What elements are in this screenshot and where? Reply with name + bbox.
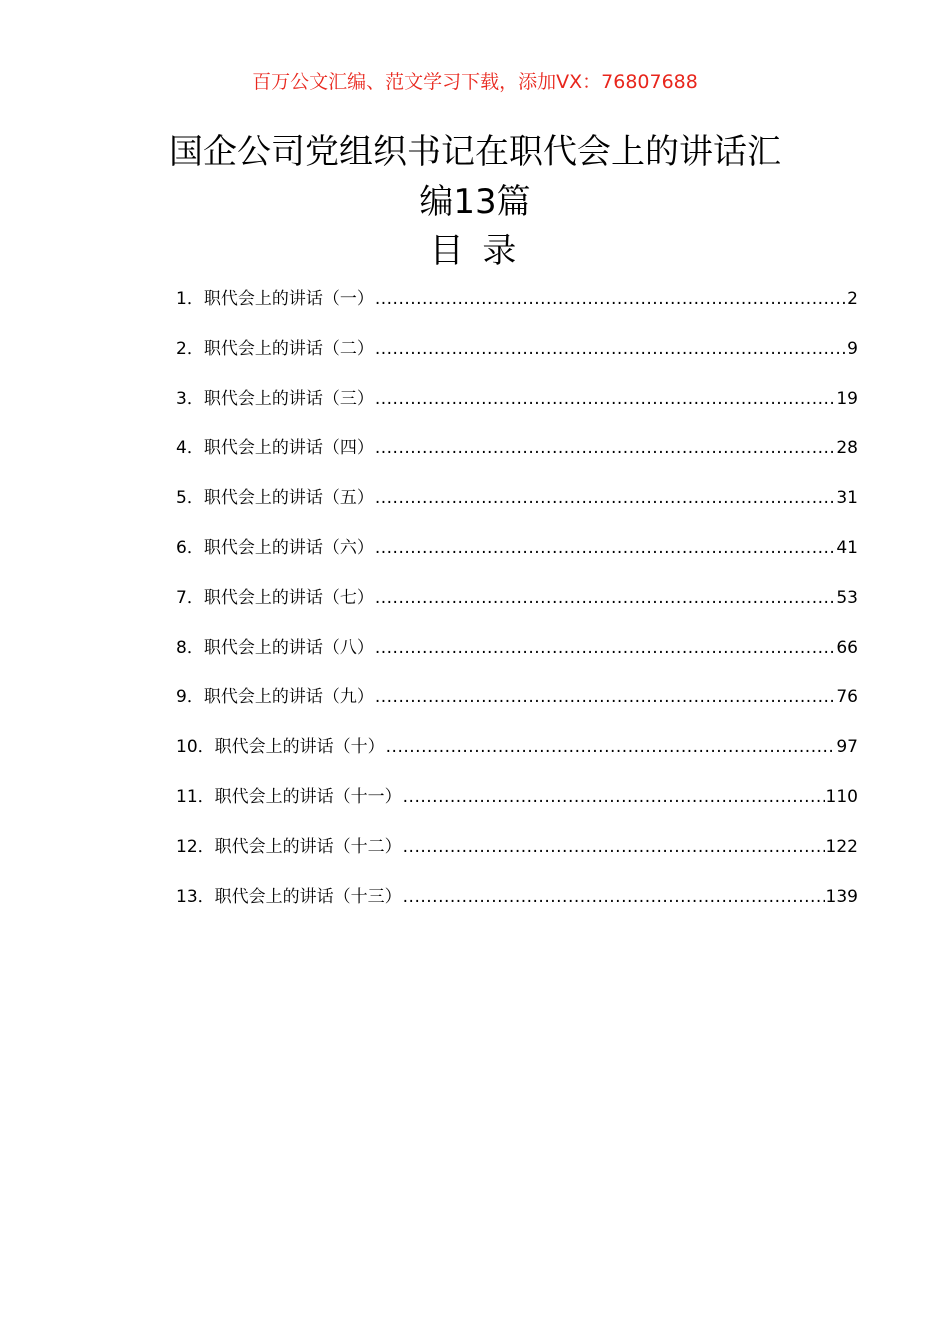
toc-dot-leader <box>375 682 836 712</box>
toc-entry-page: 53 <box>836 587 858 608</box>
toc-entry-page: 19 <box>836 388 858 409</box>
toc-entry-label: 2．职代会上的讲话（二） <box>176 338 374 359</box>
toc-entry-page: 31 <box>836 488 858 509</box>
toc-dot-leader <box>375 284 846 314</box>
toc-dot-leader <box>375 483 836 513</box>
toc-entry[interactable] <box>176 633 858 683</box>
toc-entry[interactable] <box>176 882 858 932</box>
toc-entry-label: 8．职代会上的讲话（八） <box>176 637 374 658</box>
toc-entry[interactable] <box>176 284 858 334</box>
document-title-line-1: 国企公司党组织书记在职代会上的讲话汇 <box>169 132 781 172</box>
toc-dot-leader <box>403 782 825 812</box>
toc-entry[interactable] <box>176 732 858 782</box>
toc-entry[interactable] <box>176 782 858 832</box>
header-promo-note: 百万公文汇编、范文学习下载，添加VX：76807688 <box>252 71 698 93</box>
toc-dot-leader <box>375 334 846 364</box>
toc-entry[interactable] <box>176 682 858 732</box>
toc-entry-label: 12．职代会上的讲话（十二） <box>176 836 402 857</box>
toc-dot-leader <box>403 832 825 862</box>
toc-entry-page: 9 <box>847 338 858 359</box>
toc-dot-leader <box>375 384 836 414</box>
toc-entry-label: 1．职代会上的讲话（一） <box>176 289 374 309</box>
toc-dot-leader <box>375 583 836 613</box>
toc-entry-page: 76 <box>836 687 858 708</box>
toc-entry[interactable] <box>176 334 858 384</box>
toc-entry-page: 28 <box>836 438 858 459</box>
toc-entry-label: 10．职代会上的讲话（十） <box>176 737 385 758</box>
toc-entry-page: 2 <box>847 289 858 309</box>
toc-heading: 目 录 <box>429 231 521 271</box>
toc-entry-page: 41 <box>836 537 858 558</box>
toc-entry-label: 9．职代会上的讲话（九） <box>176 687 374 708</box>
toc-entry-page: 139 <box>825 886 858 907</box>
toc-dot-leader <box>403 882 825 912</box>
toc-dot-leader <box>375 533 836 563</box>
toc-entry[interactable] <box>176 832 858 882</box>
table-of-contents <box>176 284 858 931</box>
toc-entry-label: 4．职代会上的讲话（四） <box>176 438 374 459</box>
toc-entry-page: 97 <box>836 737 858 758</box>
toc-entry-page: 66 <box>836 637 858 658</box>
toc-dot-leader <box>386 732 836 762</box>
toc-entry-label: 11．职代会上的讲话（十一） <box>176 786 402 807</box>
toc-entry[interactable] <box>176 533 858 583</box>
toc-entry-label: 7．职代会上的讲话（七） <box>176 587 374 608</box>
toc-entry[interactable] <box>176 483 858 533</box>
toc-dot-leader <box>375 633 836 663</box>
toc-dot-leader <box>375 433 836 463</box>
toc-entry-label: 3．职代会上的讲话（三） <box>176 388 374 409</box>
toc-entry[interactable] <box>176 384 858 434</box>
toc-entry-page: 122 <box>825 836 858 857</box>
toc-entry[interactable] <box>176 583 858 633</box>
toc-entry-label: 13．职代会上的讲话（十三） <box>176 886 402 907</box>
toc-entry-page: 110 <box>825 786 858 807</box>
toc-entry[interactable] <box>176 433 858 483</box>
toc-entry-label: 5．职代会上的讲话（五） <box>176 488 374 509</box>
document-title-line-2: 编13篇 <box>419 182 531 222</box>
toc-entry-label: 6．职代会上的讲话（六） <box>176 537 374 558</box>
